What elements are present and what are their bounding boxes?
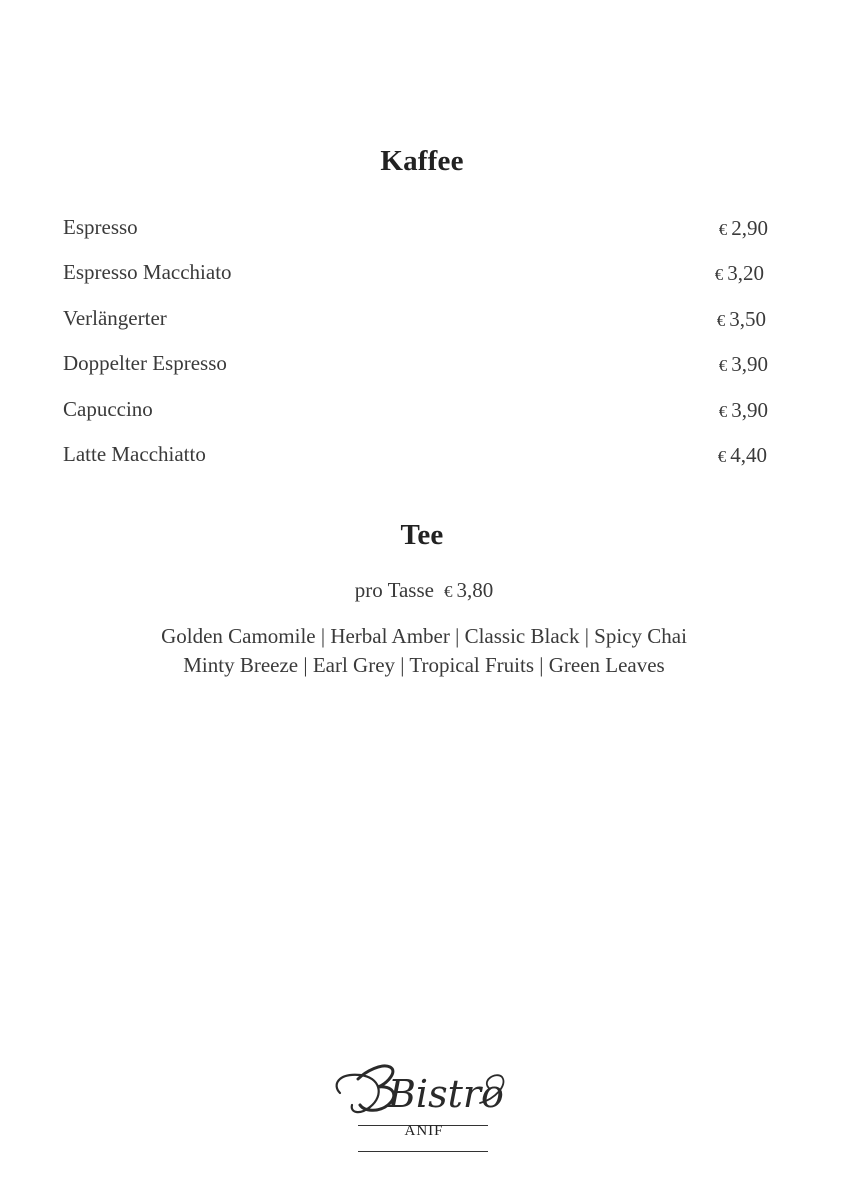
- tea-varieties: [0, 622, 848, 680]
- menu-item: [63, 393, 768, 438]
- menu-item-price: [719, 352, 768, 377]
- menu-item: [63, 438, 768, 483]
- euro-sign: €: [718, 220, 728, 239]
- bistro-logo: [330, 1055, 516, 1155]
- price-value: 3,90: [731, 397, 768, 422]
- tea-price-value: 3,80: [456, 578, 494, 602]
- tea-varieties-line: Golden Camomile | Herbal Amber | Classic Black | Spicy Chai: [161, 624, 687, 648]
- price-value: 3,90: [731, 352, 768, 377]
- menu-item-name: Espresso: [63, 215, 138, 239]
- tea-varieties-line: Minty Breeze | Earl Grey | Tropical Fruits | Green Leaves: [183, 653, 665, 677]
- menu-item-name: Capuccino: [63, 396, 153, 421]
- price-value: 4,40: [730, 442, 767, 467]
- section-title-kaffee: Kaffee: [380, 145, 464, 177]
- menu-item-price: [719, 398, 768, 423]
- menu-item-name: Latte Macchiatto: [63, 441, 206, 466]
- euro-sign: €: [717, 446, 727, 466]
- logo-subtitle: ANIF: [404, 1123, 444, 1139]
- price-value: 2,90: [731, 216, 768, 240]
- menu-item: [63, 302, 768, 347]
- coffee-list: [63, 211, 768, 483]
- logo-script-text: Bistro: [388, 1072, 504, 1116]
- menu-item: [63, 211, 768, 256]
- euro-sign: €: [714, 265, 724, 285]
- bistro-script-logo: [330, 1055, 516, 1125]
- euro-sign: €: [718, 356, 728, 376]
- menu-item-price: [717, 307, 766, 332]
- menu-item-name: Espresso Macchiato: [63, 260, 232, 285]
- section-title-tee: Tee: [400, 519, 444, 551]
- menu-item-price: [715, 261, 764, 286]
- menu-item-name: Doppelter Espresso: [63, 351, 227, 376]
- menu-item-price: [719, 216, 768, 241]
- price-value: 3,50: [729, 306, 766, 331]
- euro-sign: €: [718, 401, 728, 421]
- tea-price-line: [0, 578, 848, 603]
- menu-item: [63, 256, 768, 301]
- logo-rule-bottom: [358, 1151, 488, 1152]
- euro-sign: €: [443, 582, 453, 601]
- menu-item: [63, 347, 768, 392]
- menu-item-price: [718, 443, 767, 468]
- euro-sign: €: [716, 310, 726, 330]
- menu-item-name: Verlängerter: [63, 305, 167, 330]
- price-value: 3,20: [727, 261, 764, 286]
- tea-price-label: pro Tasse: [354, 578, 434, 602]
